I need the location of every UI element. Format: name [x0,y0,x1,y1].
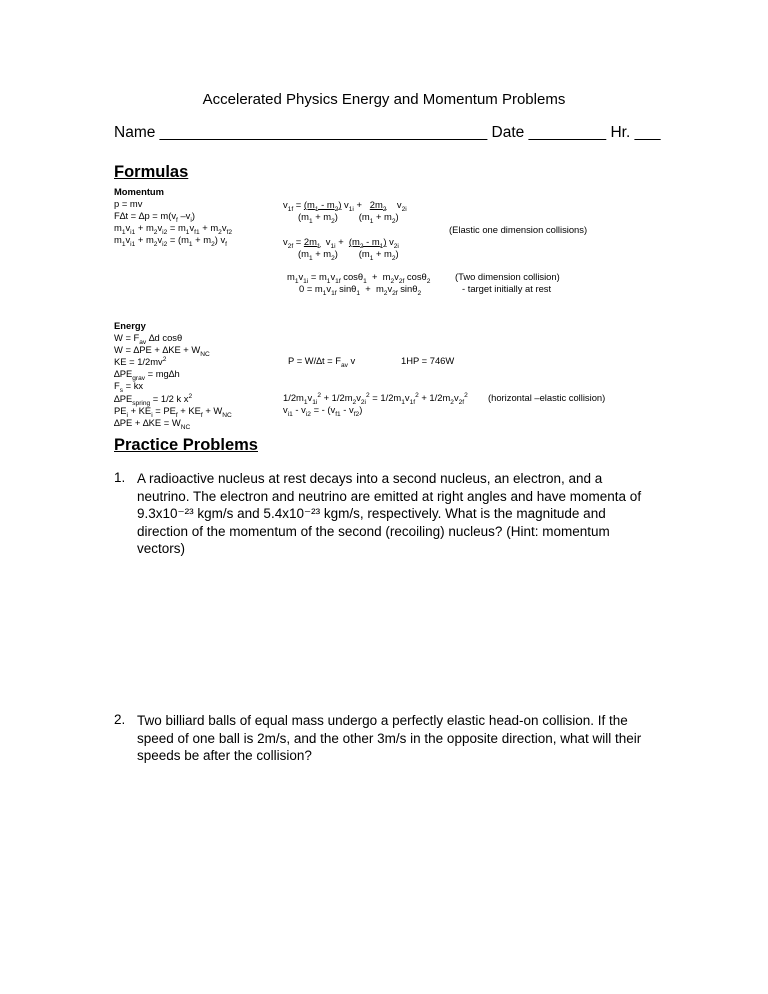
formula-v1f: $v_{1f} = (m_1 - m_2) v_{1i} + 2m_2$ $v_{2i}$ [283,199,407,213]
problem-2-number: 2. [114,712,126,727]
energy-heading: Energy [114,320,146,331]
formula-elastic-ke: $1/2m_1v_{1i}^2 + 1/2m_2v_{2i}^2 = 1/2m_1v_{1f}^2 + 1/2m_2v_{2f}^2$ [283,391,468,406]
formula-relative-velocity: $v_{i1} - v_{i2}$ = - $(v_{f1} - v_{f2})$ [283,404,363,418]
momentum-formulas [114,186,232,249]
formula-impulse: $F\Delta t = \Delta p = m(v_f$ $-v_i$) [114,210,195,225]
page: Accelerated Physics Energy and Momentum Problems Name ______________________________________ Date _________ Hr. ___ Formulas Momentum p = mv $F\Delta t = \Delta p = m(v_f$ $-v_i$) $m_1v_{i1} + m_2v_{i2} = m_1v_{f1} + m_2v_{f2}$ $m_1v_{i1} + m_2v_{i2} = (m_1 + m_2)$ $v_f$ $v_{1f} = (m_1 - m_2) v_{1i} + 2m_2$ $v_{2i}$ $(m_1 + m_2)$ $(m_1 + m_2)$ (Elastic one dimension collisions) $v_{2f} = 2m_1$ $v_{1i} + (m_2 - m_1)$ $v_{2i}$ $(m_1 + m_2)$ $(m_1 + m_2)$ $m_1v_{1i} = m_1v_{1f}$ $\cos\theta_1 + m_2v_{2f}$ cosθ$_2$ $0 = m_1v_{1f}$ $\sin\theta_1 + m_2v_{2f}$ sinθ$_2$ (Two dimension collision) - target initially at rest Energy $W = F_{av}$ ∆d cosθ $W = \Delta PE + \Delta KE + W_{NC}$ KE = $1/2mv^2$ $\Delta PE_{grav} = mg\Delta h$ $F_s$ = kx $\Delta PE_{spring} = 1/2$ k $x^2$ $PE_i + KE_i = PE_f + KE_f + W_{NC}$ $\Delta PE + \Delta KE = W_{NC}$ $P = W/\Delta t = F_{av}$ v 1HP = 746W $1/2m_1v_{1i}^2 + 1/2m_2v_{2i}^2 = 1/2m_1v_{1f}^2 + 1/2m_2v_{2f}^2$ $v_{i1} - v_{i2}$ = - $(v_{f1} - v_{f2})$ (horizontal –elastic collision) Practice Problems 1. A radioactive nucleus at rest decays into a second nucleus, an electron, and a neutrino. The electron and neutrino are emitted at right angles and have momenta of 9.3x10⁻²³ kgm/s and 5.4x10⁻²³ kgm/s, respectively. What is the magnitude and direction of the momentum of the second (recoiling) nucleus? (Hint: momentum vectors) 2. Two billiard balls of equal mass undergo a perfectly elastic head-on collision. If the speed of one ball is 2m/s, and the other 3m/s in the opposite direction, what will their speeds be after the collision? [0,0,768,994]
formula-inelastic: $m_1v_{i1} + m_2v_{i2} = (m_1 + m_2)$ $v_f$ [114,234,227,249]
hp-label: 1HP = 746W [401,355,455,366]
formula-pe-grav: $\Delta PE_{grav} = mg\Delta h$ [114,368,180,383]
formula-delta-energy: $\Delta PE + \Delta KE = W_{NC}$ [114,416,191,431]
problem-1-text: A radioactive nucleus at rest decays into a second nucleus, an electron, and a neutrino. The electron and neutrino are emitted at right angles and have momenta of 9.3x10⁻²³ kgm/s and 5.4x10⁻²³ kgm/s, respectively. What is the magnitude and direction of the momentum of the second (recoiling) nucleus? (Hint: momentum vectors) [137,471,642,556]
elastic-1d-label: (Elastic one dimension collisions) [449,224,588,235]
formula-hooke: $F_s$ = kx [114,380,144,395]
formula-conservation: $m_1v_{i1} + m_2v_{i2} = m_1v_{f1} + m_2v_{f2}$ [114,222,232,237]
page-title: Accelerated Physics Energy and Momentum Problems [202,91,566,108]
formula-ke: KE = $1/2mv^2$ [114,356,167,368]
formulas-heading: Formulas [114,163,189,181]
problem-1-number: 1. [114,470,126,485]
practice-heading: Practice Problems [114,436,258,454]
formula-work-energy: $W = \Delta PE + \Delta KE + W_{NC}$ [114,344,210,359]
target-rest-label: - target initially at rest [462,283,552,294]
formula-work: $W = F_{av}$ ∆d cosθ [114,332,183,346]
formula-p-mv: p = mv [114,198,143,210]
formula-power: $P = W/\Delta t = F_{av}$ v [288,355,356,369]
formula-2d-y: $0 = m_1v_{1f}$ $\sin\theta_1 + m_2v_{2f}$ sinθ$_2$ [299,283,422,297]
formula-energy-conservation: $PE_i + KE_i = PE_f + KE_f + W_{NC}$ [114,404,232,419]
two-dim-label: (Two dimension collision) [455,271,560,282]
formula-pe-spring: $\Delta PE_{spring} = 1/2$ k $x^2$ [114,392,193,407]
name-date-line: Name ______________________________________ Date _________ Hr. ___ [114,124,661,141]
problem-2-text: Two billiard balls of equal mass undergo a perfectly elastic head-on collision. If the speed of one ball is 2m/s, and the other 3m/s in the opposite direction, what will their speeds be after the collision? [137,713,642,763]
horizontal-label: (horizontal –elastic collision) [488,392,606,403]
momentum-heading: Momentum [114,186,164,197]
formula-v2f: $v_{2f} = 2m_1$ $v_{1i} + (m_2 - m_1)$ $v_{2i}$ [283,236,399,250]
energy-formulas [114,320,232,429]
formula-2d-x: $m_1v_{1i} = m_1v_{1f}$ $\cos\theta_1 + m_2v_{2f}$ cosθ$_2$ [287,271,431,285]
